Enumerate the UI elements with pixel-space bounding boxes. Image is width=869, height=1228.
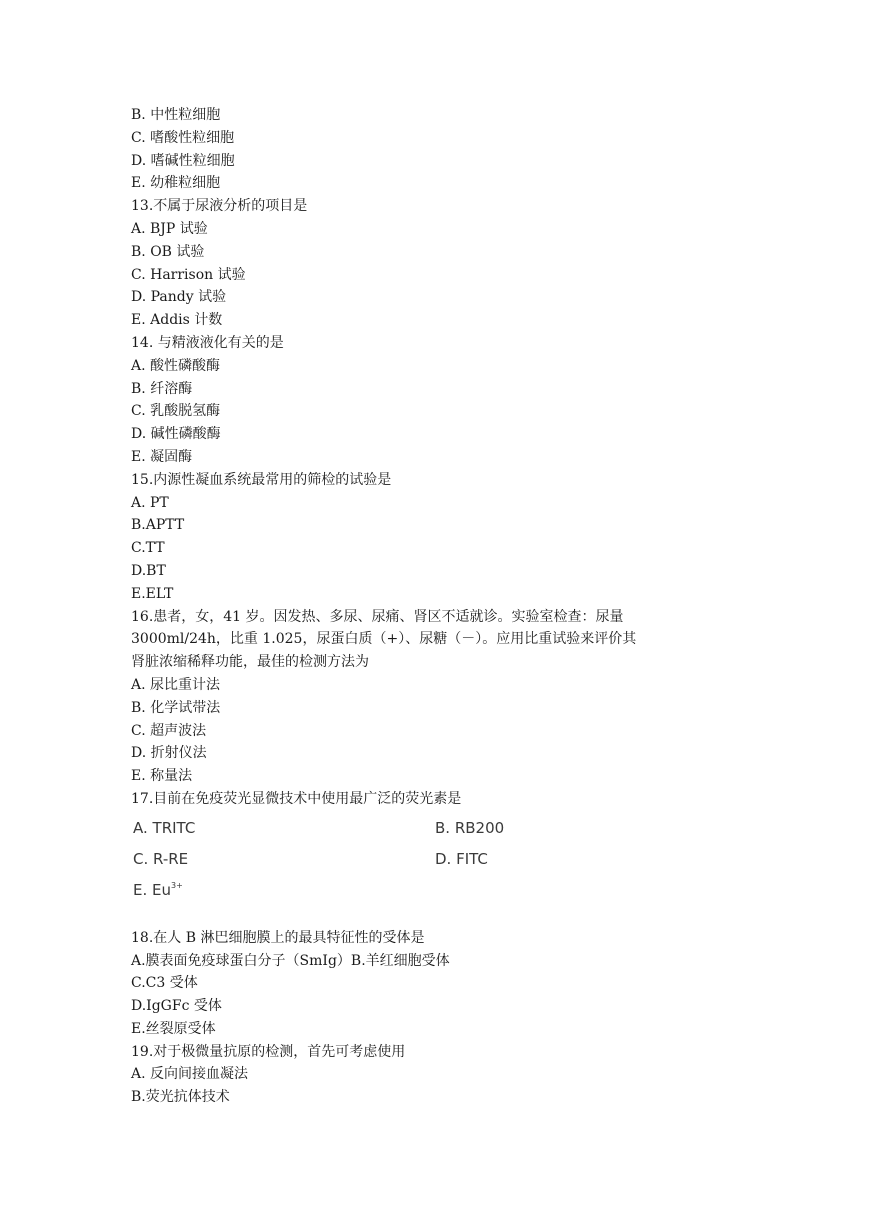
option-line: D. 碱性磷酸酶	[131, 426, 221, 443]
fluorescein-options-image	[131, 819, 671, 919]
option-line: E.丝裂原受体	[131, 1020, 216, 1037]
option-d: D. FITC	[435, 849, 488, 868]
question-stem: 15.内源性凝血系统最常用的筛检的试验是	[131, 471, 392, 488]
option-line: D.BT	[131, 562, 166, 579]
question-stem: 19.对于极微量抗原的检测，首先可考虑使用	[131, 1043, 406, 1060]
question-stem: 18.在人 B 淋巴细胞膜上的最具特征性的受体是	[131, 929, 425, 946]
document-page	[131, 104, 671, 1109]
option-c: C. R-RE	[133, 849, 189, 868]
option-line: C.TT	[131, 540, 165, 557]
option-line: C. Harrison 试验	[131, 266, 246, 283]
option-e-text: E. Eu	[133, 880, 171, 899]
q12-options-tail	[131, 104, 671, 195]
option-line: A.膜表面免疫球蛋白分子（SmIg）B.羊红细胞受体	[131, 952, 450, 969]
question-16	[131, 606, 671, 788]
option-line: D.IgGFc 受体	[131, 998, 222, 1015]
option-line: E. 幼稚粒细胞	[131, 175, 221, 192]
question-15	[131, 469, 671, 606]
option-line: E.ELT	[131, 585, 174, 602]
option-line: A. 尿比重计法	[131, 676, 221, 693]
option-line: C. 乳酸脱氢酶	[131, 403, 221, 420]
option-line: B.APTT	[131, 517, 185, 534]
option-line: B.荧光抗体技术	[131, 1089, 230, 1106]
option-a: A. TRITC	[133, 818, 196, 837]
option-line: A. BJP 试验	[131, 220, 208, 237]
option-e	[133, 881, 183, 899]
question-13	[131, 195, 671, 332]
question-19	[131, 1041, 671, 1109]
option-line: D. 折射仪法	[131, 745, 207, 762]
option-line: D. 嗜碱性粒细胞	[131, 152, 235, 169]
option-line: A. 酸性磷酸酶	[131, 357, 221, 374]
option-line: B. 化学试带法	[131, 699, 221, 716]
question-18	[131, 927, 671, 1041]
option-line: B. 中性粒细胞	[131, 107, 221, 123]
option-line: E. 凝固酶	[131, 448, 193, 465]
question-17	[131, 788, 671, 919]
option-line: E. Addis 计数	[131, 312, 223, 329]
option-line: C.C3 受体	[131, 975, 198, 992]
option-line: D. Pandy 试验	[131, 289, 227, 306]
option-line: B. OB 试验	[131, 243, 205, 260]
question-stem: 14. 与精液液化有关的是	[131, 334, 284, 351]
option-line: B. 纤溶酶	[131, 380, 193, 397]
question-14	[131, 332, 671, 469]
question-stem: 13.不属于尿液分析的项目是	[131, 198, 308, 215]
option-line: A. 反向间接血凝法	[131, 1066, 249, 1083]
option-b: B. RB200	[435, 818, 505, 837]
option-line: E. 称量法	[131, 768, 193, 785]
option-e-superscript: 3+	[171, 880, 183, 890]
question-stem: 17.目前在免疫荧光显微技术中使用最广泛的荧光素是	[131, 790, 462, 807]
question-stem: 16.患者，女，41 岁。因发热、多尿、尿痛、肾区不适就诊。实验室检查：尿量 3000ml/24h，比重 1.025，尿蛋白质（+）、尿糖（－）。应用比重试验来评价其肾脏浓缩稀释功能，最佳的检测方法为	[131, 608, 637, 671]
option-line: C. 超声波法	[131, 722, 207, 739]
option-line: C. 嗜酸性粒细胞	[131, 129, 235, 146]
option-line: A. PT	[131, 494, 169, 511]
